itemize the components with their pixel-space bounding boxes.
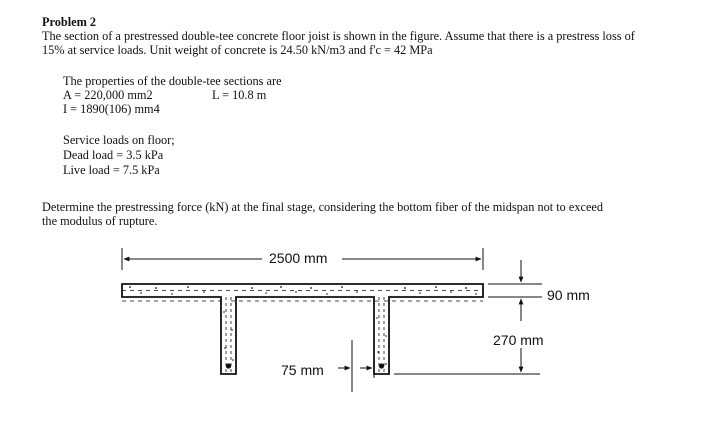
flange-thickness-dimension: [488, 260, 542, 321]
double-tee-section: [122, 284, 483, 374]
depth-dimension: [394, 348, 540, 374]
properties-heading: The properties of the double-tee sections are: [63, 74, 282, 88]
stem-width-label: 75 mm: [281, 362, 324, 378]
dead-load: Dead load = 3.5 kPa: [63, 148, 164, 162]
property-length: L = 10.8 m: [212, 88, 267, 102]
flange-thickness-label: 90 mm: [547, 287, 590, 303]
intro-line-1: The section of a prestressed double-tee concrete floor joist is shown in the figure. Assume that there is a prestress loss of: [42, 29, 635, 43]
problem-title: Problem 2: [42, 15, 97, 29]
stem-width-dimension: [338, 340, 374, 392]
property-area: A = 220,000 mm2: [63, 88, 153, 102]
loads-heading: Service loads on floor;: [63, 133, 175, 147]
live-load: Live load = 7.5 kPa: [63, 163, 160, 177]
width-label: 2500 mm: [269, 250, 328, 266]
intro-line-2: 15% at service loads. Unit weight of concrete is 24.50 kN/m3 and f'c = 42 MPa: [42, 43, 433, 57]
property-inertia: I = 1890(106) mm4: [63, 102, 160, 116]
question-line-2: the modulus of rupture.: [42, 214, 158, 228]
depth-label: 270 mm: [493, 332, 544, 348]
question-line-1: Determine the prestressing force (kN) at the final stage, considering the bottom fiber of the midspan not to exceed: [42, 200, 604, 214]
